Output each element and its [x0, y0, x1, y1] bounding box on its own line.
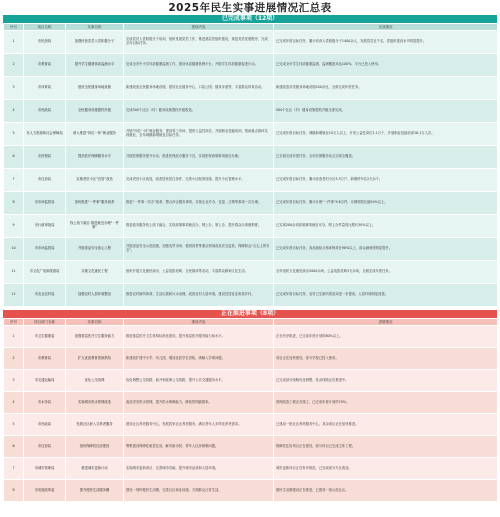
- cell-no: 9: [4, 215, 24, 238]
- completed-table-header: [4, 24, 498, 31]
- cell-no: 3: [4, 370, 24, 392]
- cell-project: 市教育局: [24, 54, 66, 77]
- cell-content: 优化调整公交线路，新开和延伸公交线路，提升公共交通服务水平。: [124, 370, 274, 392]
- cell-content: 完成全市中小学体质健康监测工作，建设体质健康管理平台，开展学生体质健康促进行动。: [124, 54, 274, 77]
- cell-content: 推进“一件事一次办”改革，整合涉企服务事项，实现企业开办、变更、注销等事项一次办理。: [124, 192, 274, 215]
- cell-content: 筹集建设保障性租赁住房，解决新市民、青年人住房困难问题。: [124, 436, 274, 458]
- cell-no: 2: [4, 54, 24, 77]
- cell-content: 开展医保服务提升行动，推进医保经办服务下沉，实现医保高频事项就近办理。: [124, 146, 274, 169]
- cell-content: 新建改扩建中小学、幼儿园，增加优质学位供给，缓解入学难问题。: [124, 348, 274, 370]
- table-row: [4, 436, 498, 458]
- cell-content: 组织开展文化惠民演出、公益电影放映、全民阅读等活动，丰富群众精神文化生活。: [124, 261, 274, 284]
- cell-no: 4: [4, 392, 24, 414]
- cell-project: 市医保局: [24, 146, 66, 169]
- column-header: 项目部门名称: [24, 319, 66, 326]
- table-row: [4, 370, 498, 392]
- cell-status: 已完成部分线路优化调整，其余线路正在推进中。: [274, 370, 498, 392]
- column-header: 建设内容: [124, 24, 274, 31]
- cell-content: 新建改造全民健身场地设施，建设社区健身中心、口袋公园、健身步道等，丰富群众体育活动。: [124, 77, 274, 100]
- cell-content: 建设一刻钟便民生活圈，完善社区商业设施，方便群众日常生活。: [124, 480, 274, 502]
- table-row: [4, 31, 498, 54]
- cell-status: 便民生活圈建设正在推进，已建成一批示范社区。: [274, 480, 498, 502]
- table-row: [4, 326, 498, 348]
- ongoing-table-header: [4, 319, 498, 326]
- table-row: [4, 123, 498, 146]
- cell-name: 开展食品安全放心工程: [66, 238, 124, 261]
- column-header: 项目名称: [24, 24, 66, 31]
- cell-content: 实施城市更新项目，完善城市功能，提升城市品质和人居环境。: [124, 458, 274, 480]
- cell-status: 已全面完成年度任务，全市医保服务站点实现全覆盖。: [274, 146, 498, 169]
- cell-project: 市城市管理局: [24, 458, 66, 480]
- table-row: [4, 146, 498, 169]
- cell-name: 实施城市供水管网改造: [66, 392, 124, 414]
- cell-status: 项目正在加快建设，部分学校已投入使用。: [274, 348, 498, 370]
- table-row: [4, 238, 498, 261]
- completed-table: [3, 23, 498, 307]
- cell-content: 完成老旧小区改造，改善居民居住条件，完善小区配套设施，提升小区管理水平。: [124, 169, 274, 192]
- cell-name: 扩大优质教育资源供给: [66, 348, 124, 370]
- cell-name: 提高医疗保障服务水平: [66, 146, 124, 169]
- cell-no: 6: [4, 436, 24, 458]
- cell-no: 8: [4, 192, 24, 215]
- page-title: 2025年民生实事进展情况汇总表: [168, 2, 332, 14]
- cell-no: 7: [4, 458, 24, 480]
- completed-table-body: [4, 31, 498, 307]
- cell-status: 已完成年度目标任务，农村卫生厕所普及率进一步提高，人居环境明显改善。: [274, 284, 498, 307]
- cell-no: 4: [4, 100, 24, 123]
- cell-status: 正在有序推进，已完成年度计划的80%以上。: [274, 326, 498, 348]
- cell-no: 3: [4, 77, 24, 100]
- cell-project: 市住房局: [24, 169, 66, 192]
- cell-content: 建设社区养老服务中心，发展居家社区养老服务，满足老年人多样化养老需求。: [124, 414, 274, 436]
- cell-status: 已完成年度目标任务，食品抽检合格率保持在98%以上，群众满意度明显提升。: [274, 238, 498, 261]
- cell-status: 已实现200余项高频事项就近可办，网上办件量同比增长30%以上。: [274, 215, 498, 238]
- cell-content: 推进农村厕所革命、生活垃圾和污水治理，改善农村人居环境，建设宜居宜业和美乡村。: [124, 284, 274, 307]
- cell-project: 市卫生健康委: [24, 326, 66, 348]
- cell-status: 保障性住房项目正在建设，部分项目已完成主体工程。: [274, 436, 498, 458]
- cell-project: 市民热线: [24, 31, 66, 54]
- cell-project: 市市场监管局: [24, 238, 66, 261]
- cell-name: 实施老旧小区“宜居”改造: [66, 169, 124, 192]
- cell-no: 1: [4, 31, 24, 54]
- cell-content: 推进基层医疗卫生机构标准化建设，提升基层医疗服务能力和水平。: [124, 326, 274, 348]
- cell-name: 推进城市更新行动: [66, 458, 124, 480]
- cell-project: 市发展改革委: [24, 480, 66, 502]
- cell-name: 实施文化惠民工程: [66, 261, 124, 284]
- cell-status: 已完成年度目标任务，累计办理“一件事”9.8万件，办理时限压缩50%以上。: [274, 192, 498, 215]
- cell-name: 提升学生健康体质监测水平: [66, 54, 124, 77]
- cell-no: 7: [4, 169, 24, 192]
- cell-project: 市市场监管局: [24, 192, 66, 215]
- cell-project: 市体育局: [24, 77, 66, 100]
- table-row: [4, 414, 498, 436]
- cell-no: 12: [4, 284, 24, 307]
- cell-project: 市民政局: [24, 414, 66, 436]
- cell-content: 完成党员入党积极分子培训，组织发展党员工作，推进基层党组织建设，规范党员发展程序，完成全年目标任务。: [124, 31, 274, 54]
- table-row: [4, 169, 498, 192]
- cell-project: 市文化广电和旅游局: [24, 261, 66, 284]
- ongoing-table: [3, 318, 498, 502]
- table-row: [4, 77, 498, 100]
- column-header: 序号: [4, 24, 24, 31]
- table-row: [4, 458, 498, 480]
- cell-content: 改造老旧供水管网，提升供水保障能力，降低管网漏损率。: [124, 392, 274, 414]
- cell-name: 加强民营党员入党积极分子: [66, 31, 124, 54]
- cell-name: 深入推进“四位一体”就业服务: [66, 123, 124, 146]
- cell-status: 城市更新项目正在有序推进，已完成部分片区改造。: [274, 458, 498, 480]
- ongoing-section-heading: 正在推进事项（8项）: [3, 310, 497, 318]
- column-header: 进展情况: [274, 319, 498, 326]
- table-row: [4, 480, 498, 502]
- table-row: [4, 54, 498, 77]
- cell-content: 推进政务服务线上线下融合，实现高频事项就近办、网上办、掌上办，提升群众办事便利度。: [124, 215, 274, 238]
- cell-name: 加快保障性住房建设: [66, 436, 124, 458]
- cell-name: 发展社区嵌入式养老服务: [66, 414, 124, 436]
- table-row: [4, 261, 498, 284]
- cell-no: 10: [4, 238, 24, 261]
- table-row: [4, 192, 498, 215]
- table-row: [4, 348, 498, 370]
- table-row: [4, 284, 498, 307]
- table-row: [4, 100, 498, 123]
- table-row: [4, 392, 498, 414]
- cell-no: 5: [4, 414, 24, 436]
- column-header: 实事名称: [66, 24, 124, 31]
- cell-content: 完成500个社区（村）健身设施提档升级改造。: [124, 100, 274, 123]
- cell-project: 市民政局: [24, 100, 66, 123]
- cell-name: 优化公交线网: [66, 370, 124, 392]
- cell-status: 已完成年度目标任务，累计培训入党积极分子1400余人，发展党员近千名，党组织建设水平明显提升。: [274, 31, 498, 54]
- cell-name: 建设全民健身场地设施: [66, 77, 124, 100]
- ongoing-table-body: [4, 326, 498, 502]
- cell-project: 市住房局: [24, 436, 66, 458]
- cell-project: 市行政审批局: [24, 215, 66, 238]
- cell-status: 已建成一批社区养老服务中心，其余项目正在加快推进。: [274, 414, 498, 436]
- cell-project: 市农业农村局: [24, 284, 66, 307]
- cell-status: 已完成全市学生体质健康监测，监测覆盖率达100%，平台已投入使用。: [274, 54, 498, 77]
- cell-content: 开展“四位一体”就业服务，建设零工市场、提供公益性岗位、开展职业技能培训，帮助重点群体实现就业，全年城镇新增就业目标任务。: [124, 123, 274, 146]
- completed-section-heading: 已完成事项（12项）: [3, 15, 497, 23]
- cell-name: 线上线下融合 推进就近办理“一件事”: [66, 215, 124, 238]
- cell-name: 加快推进“一件事”服务改革: [66, 192, 124, 215]
- cell-status: 500个社区（村）健身设施提档升级全部完成。: [274, 100, 498, 123]
- cell-name: 提升便民生活服务圈: [66, 480, 124, 502]
- cell-status: 全年组织文化惠民演出2000余场，公益电影放映3万余场，全面完成年度任务。: [274, 261, 498, 284]
- cell-no: 8: [4, 480, 24, 502]
- column-header: 建设内容: [124, 319, 274, 326]
- cell-name: 全民健身设施提档升级: [66, 100, 124, 123]
- cell-no: 1: [4, 326, 24, 348]
- cell-status: 已完成年度目标任务，城镇新增就业10万人以上，开发公益性岗位1.1万个，开展职业技能培训16.1万人次。: [274, 123, 498, 146]
- cell-no: 2: [4, 348, 24, 370]
- cell-content: 开展食品安全示范创建，加强农贸市场、校园食堂等重点领域食品安全监管，保障群众“舌尖上的安全”。: [124, 238, 274, 261]
- column-header: 实事名称: [66, 319, 124, 326]
- column-header: 完成情况: [274, 24, 498, 31]
- cell-project: 市人力资源和社会保障局: [24, 123, 66, 146]
- cell-no: 5: [4, 123, 24, 146]
- cell-status: 新建改造各类健身场地设施200余处，全面完成年度任务。: [274, 77, 498, 100]
- table-row: [4, 215, 498, 238]
- cell-project: 市教育局: [24, 348, 66, 370]
- cell-status: 已完成年度目标任务，累计改造老旧小区3.3万户，新增停车位2万余个。: [274, 169, 498, 192]
- cell-project: 市交通运输局: [24, 370, 66, 392]
- cell-project: 市水务局: [24, 392, 66, 414]
- cell-status: 管网改造工程正在施工，已完成年度计划的70%。: [274, 392, 498, 414]
- cell-name: 加强基层医疗卫生服务能力: [66, 326, 124, 348]
- cell-name: 加强农村人居环境整治: [66, 284, 124, 307]
- cell-no: 6: [4, 146, 24, 169]
- column-header: 序号: [4, 319, 24, 326]
- cell-no: 11: [4, 261, 24, 284]
